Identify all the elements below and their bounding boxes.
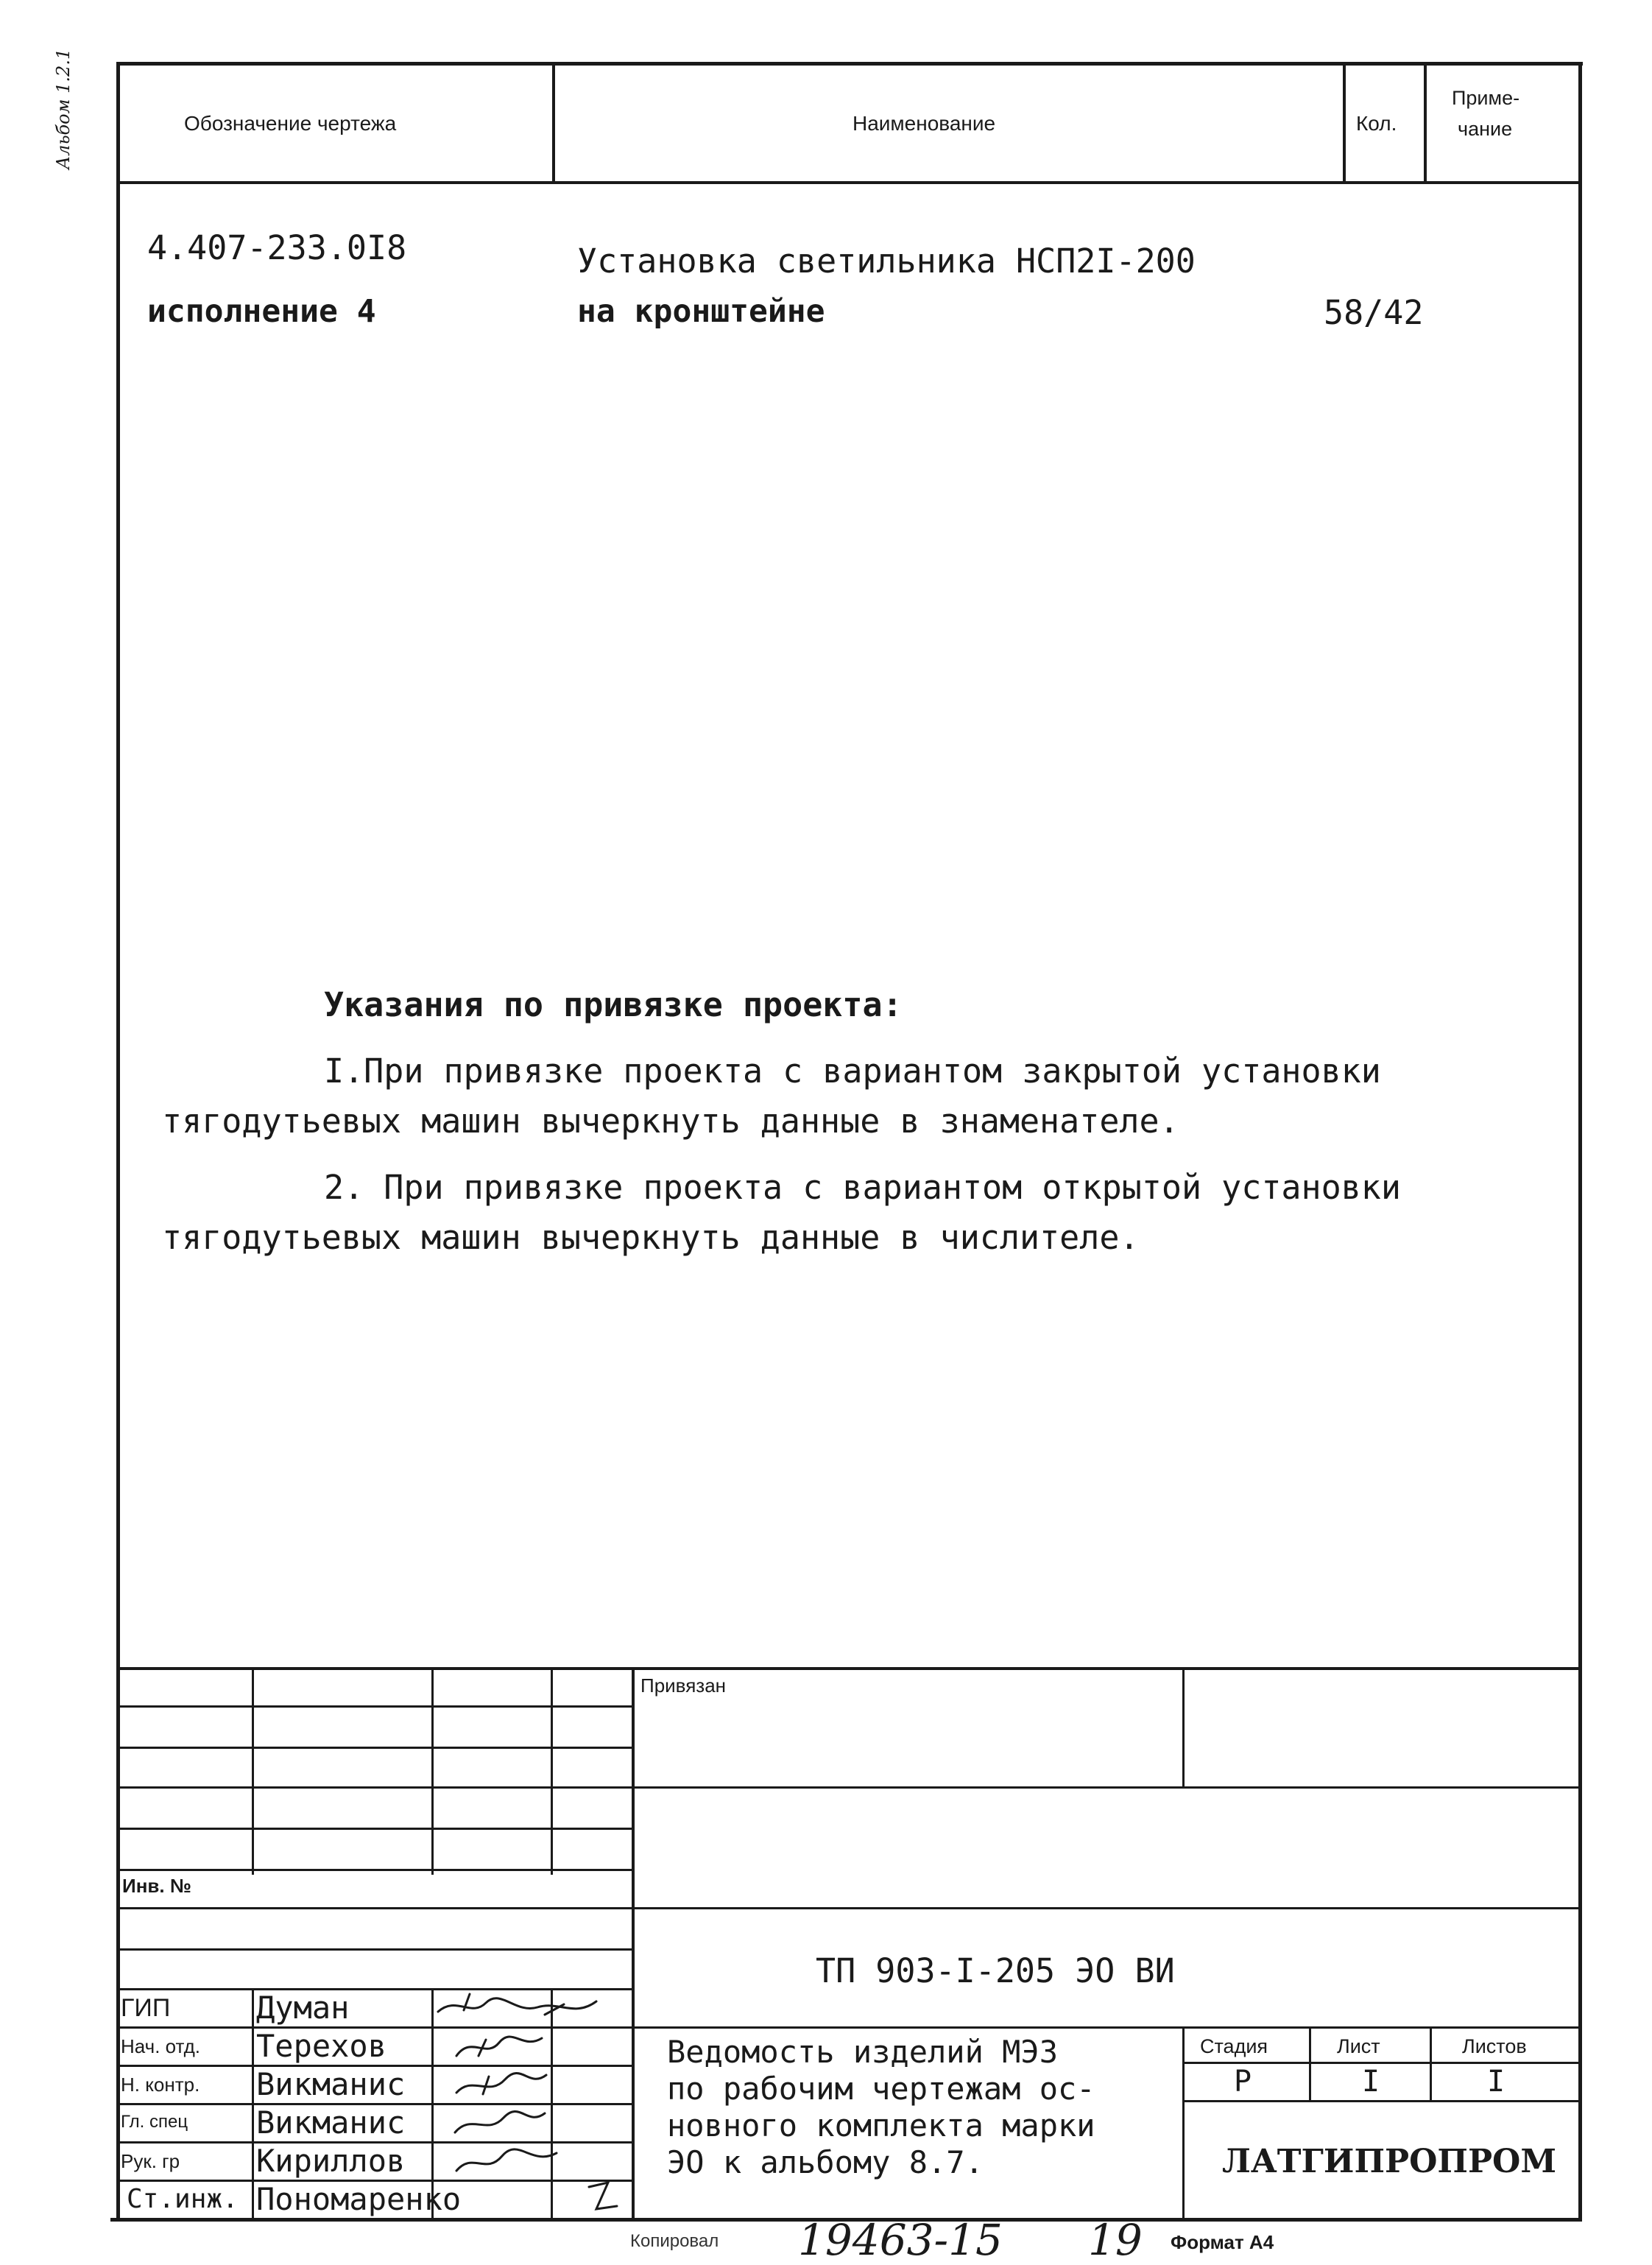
- tb-linked-divider: [1182, 1669, 1185, 1788]
- header-divider-3: [1424, 63, 1427, 183]
- tb-row-line-2: [118, 1747, 633, 1749]
- tb-inv-label: Инв. №: [122, 1875, 191, 1897]
- tb-code-bottom: [633, 2026, 1581, 2029]
- header-note-line2: чание: [1458, 118, 1513, 140]
- signer-role: ГИП: [121, 1994, 171, 2022]
- tb-sheet-value: I: [1362, 2065, 1380, 2099]
- header-name: Наименование: [853, 112, 996, 135]
- tb-col-line-1: [252, 1669, 254, 1875]
- signer-name: Терехов: [256, 2028, 387, 2064]
- header-divider-1: [552, 63, 555, 183]
- signer-role: Рук. гр: [121, 2150, 180, 2172]
- tb-row-line-7: [118, 1948, 633, 1951]
- header-bottom-line: [118, 181, 1581, 184]
- tb-sheets-label: Листов: [1462, 2035, 1527, 2057]
- footer-page: 19: [1088, 2215, 1143, 2265]
- tb-col-line-2: [431, 1669, 434, 1875]
- header-qty: Кол.: [1356, 112, 1397, 135]
- tb-col-line-3: [551, 1669, 553, 1875]
- tb-description-line3: новного комплекта марки: [667, 2107, 1095, 2144]
- signer-role: Ст.инж.: [127, 2184, 239, 2214]
- signatures-graphic: [434, 1988, 627, 2219]
- item-qty: 58/42: [1324, 293, 1424, 332]
- footer-format: Формат А4: [1171, 2231, 1274, 2253]
- footer-copied-label: Копировал: [630, 2231, 719, 2251]
- instruction-2-line2: тягодутьевых машин вычеркнуть данные в числителе.: [162, 1218, 1140, 1257]
- item-name-line1: Установка светильника НСП2I-200: [577, 242, 1196, 281]
- footer-number: 19463-15: [798, 2215, 1003, 2265]
- signer-name: Думан: [256, 1990, 350, 2026]
- frame-top: [118, 62, 1583, 66]
- signer-name: Пономаренко: [256, 2181, 462, 2217]
- tb-stage-row-line: [1182, 2062, 1581, 2064]
- tb-main-divider: [632, 1669, 635, 2219]
- instruction-1-line2: тягодутьевых машин вычеркнуть данные в знаменателе.: [162, 1102, 1179, 1141]
- tb-linked-label: Привязан: [640, 1674, 727, 1697]
- tb-row-line-5: [118, 1869, 633, 1871]
- instruction-2-line1: 2. При привязке проекта с вариантом открытой установки: [324, 1168, 1401, 1207]
- tb-sheets-value: I: [1487, 2065, 1505, 2099]
- frame-left: [116, 62, 120, 2221]
- tb-description-line1: Ведомость изделий МЭЗ: [667, 2034, 1059, 2070]
- tb-doc-code: ТП 903-I-205 ЭО ВИ: [816, 1951, 1175, 1990]
- item-name-line2: на кронштейне: [577, 293, 825, 330]
- signer-name: Викманис: [256, 2104, 406, 2141]
- header-note-line1: Приме-: [1452, 87, 1520, 109]
- tb-row-line-3: [118, 1786, 633, 1789]
- margin-album-label: Альбом 1.2.1: [53, 48, 74, 169]
- tb-description-line4: ЭО к альбому 8.7.: [667, 2144, 984, 2180]
- frame-right: [1578, 62, 1582, 2221]
- tb-row-line-1: [118, 1705, 633, 1708]
- tb-desc-divider: [1182, 2026, 1185, 2219]
- tb-description-line2: по рабочим чертежам ос-: [667, 2071, 1095, 2107]
- instructions-title: Указания по привязке проекта:: [324, 985, 903, 1024]
- tb-stage-col-1: [1309, 2026, 1311, 2100]
- tb-sheet-label: Лист: [1337, 2035, 1380, 2057]
- signer-role: Н. контр.: [121, 2074, 200, 2096]
- tb-row-line-4: [118, 1828, 633, 1830]
- signer-role: Гл. спец: [121, 2112, 188, 2132]
- header-designation: Обозначение чертежа: [184, 112, 397, 135]
- tb-code-top: [633, 1907, 1581, 1909]
- tb-stage-bottom: [1182, 2100, 1581, 2102]
- tb-stage-label: Стадия: [1200, 2035, 1268, 2057]
- signer-name: Викманис: [256, 2066, 406, 2102]
- tb-organization: ЛАТГИПРОПРОМ: [1222, 2143, 1557, 2180]
- title-block-top-line: [118, 1667, 1581, 1670]
- tb-row-line-6: [118, 1907, 633, 1909]
- instruction-1-line1: I.При привязке проекта с вариантом закрытой установки: [324, 1052, 1381, 1091]
- tb-stage-col-2: [1430, 2026, 1432, 2100]
- tb-stage-value: Р: [1234, 2065, 1252, 2099]
- signer-role: Нач. отд.: [121, 2035, 200, 2057]
- header-divider-2: [1343, 63, 1346, 183]
- item-code: 4.407-233.0I8: [147, 228, 407, 267]
- signer-name: Кириллов: [256, 2143, 406, 2179]
- tb-linked-bottom: [633, 1786, 1581, 1789]
- item-variant: исполнение 4: [147, 293, 376, 330]
